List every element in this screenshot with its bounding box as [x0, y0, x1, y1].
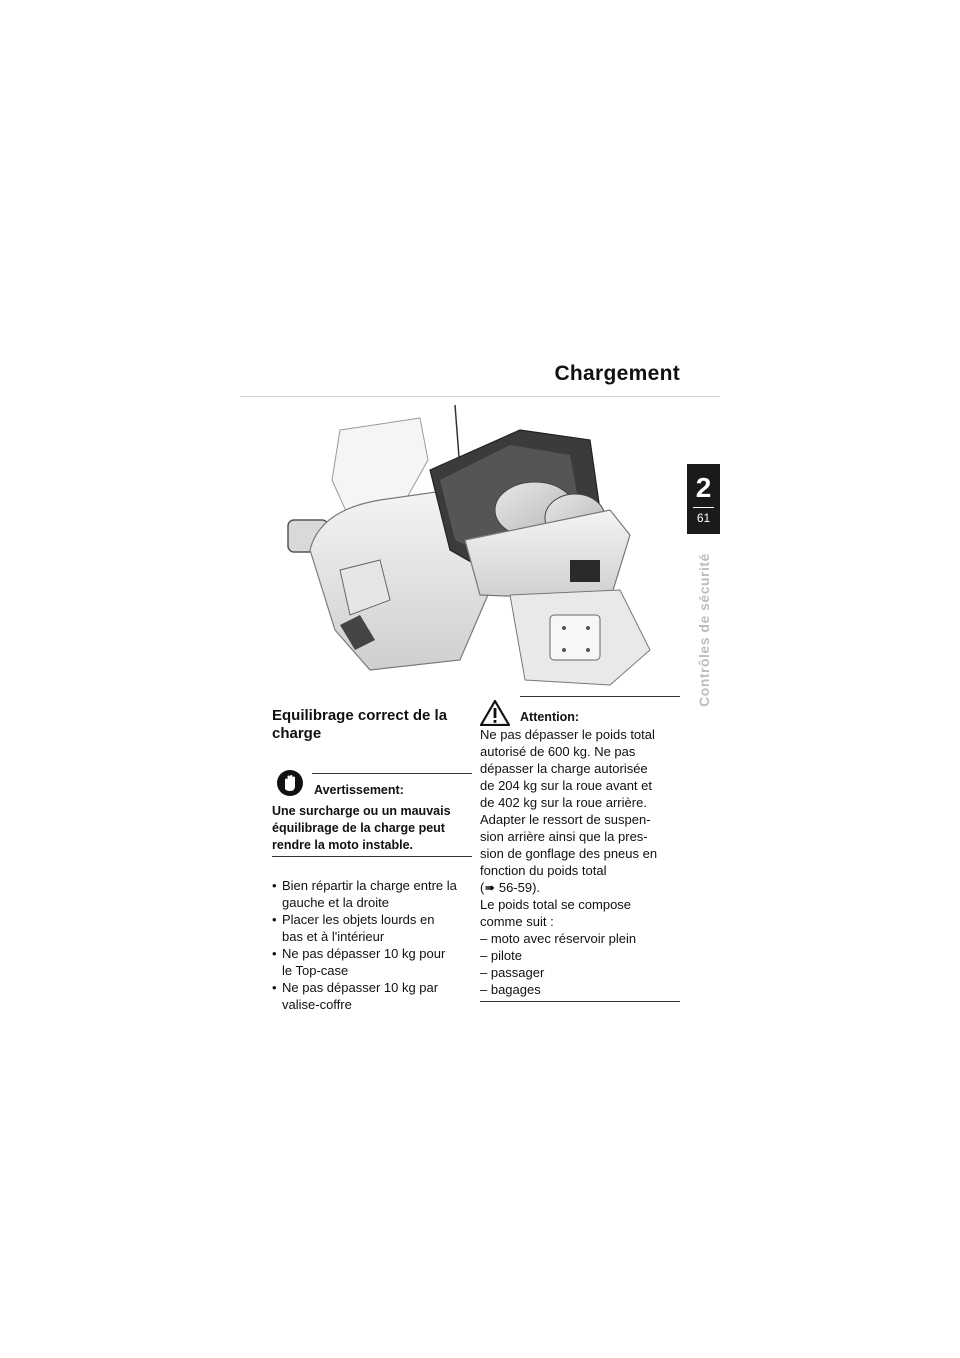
heading-line: Equilibrage correct de la — [272, 707, 448, 724]
page-number: 61 — [696, 511, 711, 525]
attention-line: sion de gonflage des pneus en — [480, 846, 658, 861]
attention-line: Le poids total se compose — [480, 897, 632, 912]
bullet-list — [272, 877, 472, 1013]
warning-line: équilibrage de la charge peut — [272, 821, 445, 835]
list-item — [272, 979, 472, 1013]
section-heading — [272, 707, 472, 743]
motorcycle-illustration — [280, 400, 680, 690]
attention-text — [480, 726, 680, 998]
warning-text — [272, 803, 472, 857]
chapter-divider — [693, 507, 714, 508]
page-title: Chargement — [554, 362, 680, 385]
warning-line: Une surcharge ou un mauvais — [272, 804, 451, 818]
attention-line: de 204 kg sur la roue avant et — [480, 778, 653, 793]
attention-line: Ne pas dépasser le poids total — [480, 727, 655, 742]
attention-line: de 402 kg sur la roue arrière. — [480, 795, 647, 810]
bullet-line: • Placer les objets lourds en — [282, 912, 435, 927]
chapter-tab — [687, 464, 720, 534]
list-item — [272, 911, 472, 945]
attention-line: – passager — [480, 965, 545, 980]
warning-header — [272, 773, 472, 797]
list-item — [272, 945, 472, 979]
attention-rule — [520, 696, 680, 697]
list-item — [272, 877, 472, 911]
warning-title: Avertissement: — [314, 783, 404, 797]
title-divider — [240, 396, 720, 397]
attention-line: fonction du poids total — [480, 863, 607, 878]
attention-line: – bagages — [480, 982, 541, 997]
warning-rule — [312, 773, 472, 774]
bullet-line: bas et à l'intérieur — [282, 929, 385, 944]
attention-bottom-rule — [480, 1001, 680, 1002]
bullet-line: le Top-case — [282, 963, 349, 978]
bullet-line: • Ne pas dépasser 10 kg pour — [282, 946, 446, 961]
attention-header — [480, 696, 680, 724]
warning-line: rendre la moto instable. — [272, 838, 414, 852]
attention-line: dépasser la charge autorisée — [480, 761, 648, 776]
attention-title: Attention: — [520, 710, 580, 724]
attention-line: comme suit : — [480, 914, 554, 929]
attention-line: (➠ 56-59). — [480, 880, 541, 895]
attention-line: – moto avec réservoir plein — [480, 931, 637, 946]
chapter-number: 2 — [695, 472, 712, 503]
attention-line: Adapter le ressort de suspen- — [480, 812, 651, 827]
bullet-line: • Ne pas dépasser 10 kg par — [282, 980, 439, 995]
right-column — [480, 696, 680, 1002]
left-column — [272, 707, 472, 1013]
bullet-line: • Bien répartir la charge entre la — [282, 878, 457, 893]
bullet-line: gauche et la droite — [282, 895, 389, 910]
bullet-line: valise-coffre — [282, 997, 352, 1012]
attention-line: autorisé de 600 kg. Ne pas — [480, 744, 636, 759]
exclamation-icon — [480, 700, 510, 726]
attention-line: – pilote — [480, 948, 522, 963]
warning-box — [272, 773, 472, 857]
chapter-side-label: Contrôles de sécurité — [696, 553, 712, 707]
hand-stop-icon — [276, 769, 304, 797]
attention-line: sion arrière ainsi que la pres- — [480, 829, 648, 844]
heading-line: charge — [272, 725, 322, 742]
